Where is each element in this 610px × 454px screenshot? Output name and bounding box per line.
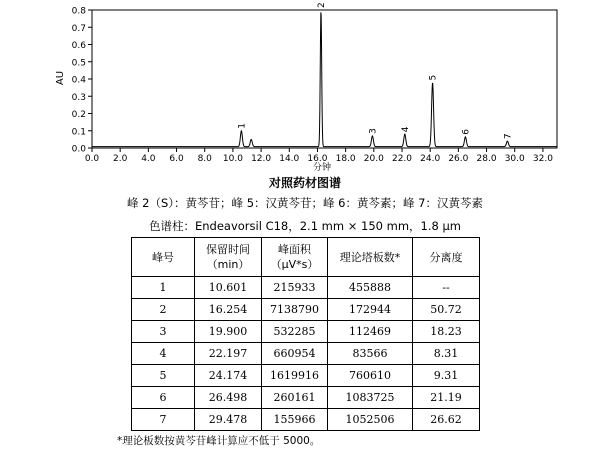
table-cell: 16.254 — [195, 299, 262, 321]
table-cell: 1 — [132, 277, 195, 299]
header-retention-time: 保留时间 （min） — [195, 238, 262, 277]
table-cell: 532285 — [262, 321, 328, 343]
x-tick-label: 8.0 — [197, 154, 212, 164]
x-tick-label: 10.0 — [222, 154, 243, 164]
table-row — [132, 365, 480, 387]
table-cell: 455888 — [328, 277, 413, 299]
column-info: 色谱柱：Endeavorsil C18，2.1 mm × 150 mm，1.8 μm — [148, 219, 461, 233]
table-cell: 24.174 — [195, 365, 262, 387]
table-cell: 5 — [132, 365, 195, 387]
header-peak-no: 峰号 — [132, 238, 195, 277]
table-cell: 7 — [132, 409, 195, 431]
y-tick-label: 0.0 — [71, 144, 86, 155]
table-cell: 1083725 — [328, 387, 413, 409]
y-tick-label: 0.2 — [71, 110, 86, 120]
x-tick-label: 30.0 — [504, 154, 525, 164]
header-peak-area: 峰面积 （μV*s） — [262, 238, 328, 277]
table-cell: 1052506 — [328, 409, 413, 431]
table-cell: 22.197 — [195, 343, 262, 365]
table-row — [132, 277, 480, 299]
ticks — [72, 7, 554, 165]
peak-label: 2 — [316, 2, 327, 8]
x-tick-label: 22.0 — [391, 154, 413, 164]
table-cell: 760610 — [328, 365, 413, 387]
table-cell: 2 — [132, 299, 195, 321]
table-cell: 260161 — [262, 387, 328, 409]
table-cell: 7138790 — [262, 299, 328, 321]
header-resolution: 分离度 — [413, 238, 480, 277]
x-tick-label: 2.0 — [113, 154, 128, 164]
peak-label: 3 — [368, 128, 379, 134]
y-tick-label: 0.6 — [71, 41, 86, 51]
table-cell: 26.62 — [413, 409, 480, 431]
x-tick-label: 6.0 — [169, 154, 184, 164]
table-cell: 8.31 — [413, 343, 480, 365]
table-cell: 9.31 — [413, 365, 480, 387]
table-cell: 3 — [132, 321, 195, 343]
table-row — [132, 299, 480, 321]
y-tick-label: 0.4 — [71, 75, 86, 86]
y-tick-label: 0.1 — [71, 127, 86, 138]
axes — [92, 10, 557, 148]
chromatogram — [0, 0, 610, 172]
table-cell: 6 — [132, 387, 195, 409]
y-tick-label: 0.5 — [71, 58, 86, 69]
peak-label: 5 — [428, 74, 439, 81]
x-tick-label: 26.0 — [448, 154, 469, 164]
table-cell: 10.601 — [195, 277, 262, 299]
x-tick-label: 16.0 — [307, 154, 328, 164]
table-cell: 29.478 — [195, 409, 262, 431]
table-cell: 215933 — [262, 277, 328, 299]
y-tick-label: 0.7 — [71, 23, 86, 34]
x-tick-label: 24.0 — [420, 154, 441, 164]
table-header-row — [132, 238, 480, 277]
chromatogram-trace — [92, 12, 557, 146]
x-axis-label: 分钟 — [312, 163, 332, 172]
table-row — [132, 343, 480, 365]
peak-label: 6 — [461, 129, 472, 135]
x-tick-label: 18.0 — [335, 154, 356, 164]
figure-title: 对照药材图谱 — [268, 176, 341, 190]
table-cell: 112469 — [328, 321, 413, 343]
peak-label: 4 — [400, 126, 411, 133]
table-cell: 1619916 — [262, 365, 328, 387]
x-tick-label: 0.0 — [84, 154, 100, 164]
table-cell: 26.498 — [195, 387, 262, 409]
table-cell: 4 — [132, 343, 195, 365]
table-row — [132, 321, 480, 343]
x-tick-label: 14.0 — [279, 154, 300, 164]
table-cell: 50.72 — [413, 299, 480, 321]
results-table — [131, 237, 480, 431]
table-cell: 21.19 — [413, 387, 480, 409]
table-cell: 83566 — [328, 343, 413, 365]
table-row — [132, 387, 480, 409]
y-tick-label: 0.3 — [71, 92, 86, 103]
table-row — [132, 409, 480, 431]
peak-labels — [237, 2, 513, 139]
table-cell: -- — [413, 277, 480, 299]
plot-frame — [92, 10, 557, 148]
x-tick-label: 20.0 — [363, 154, 384, 164]
footnote: *理论板数按黄芩苷峰计算应不低于 5000。 — [117, 435, 321, 447]
table-cell: 660954 — [262, 343, 328, 365]
y-tick-label: 0.8 — [71, 6, 86, 17]
header-theoretical-plates: 理论塔板数* — [328, 238, 413, 277]
table-cell: 18.23 — [413, 321, 480, 343]
x-tick-label: 4.0 — [141, 154, 156, 164]
x-tick-label: 28.0 — [476, 154, 497, 164]
x-tick-label: 32.0 — [532, 154, 553, 164]
peak-legend: 峰 2（S）：黄芩苷；峰 5：汉黄芩苷；峰 6：黄芩素；峰 7：汉黄芩素 — [127, 196, 483, 210]
table-cell: 155966 — [262, 409, 328, 431]
peak-label: 7 — [503, 133, 514, 140]
peak-label: 1 — [237, 123, 248, 129]
table-cell: 172944 — [328, 299, 413, 321]
y-axis-label: AU — [55, 70, 66, 86]
x-tick-label: 12.0 — [251, 154, 272, 164]
table-cell: 19.900 — [195, 321, 262, 343]
